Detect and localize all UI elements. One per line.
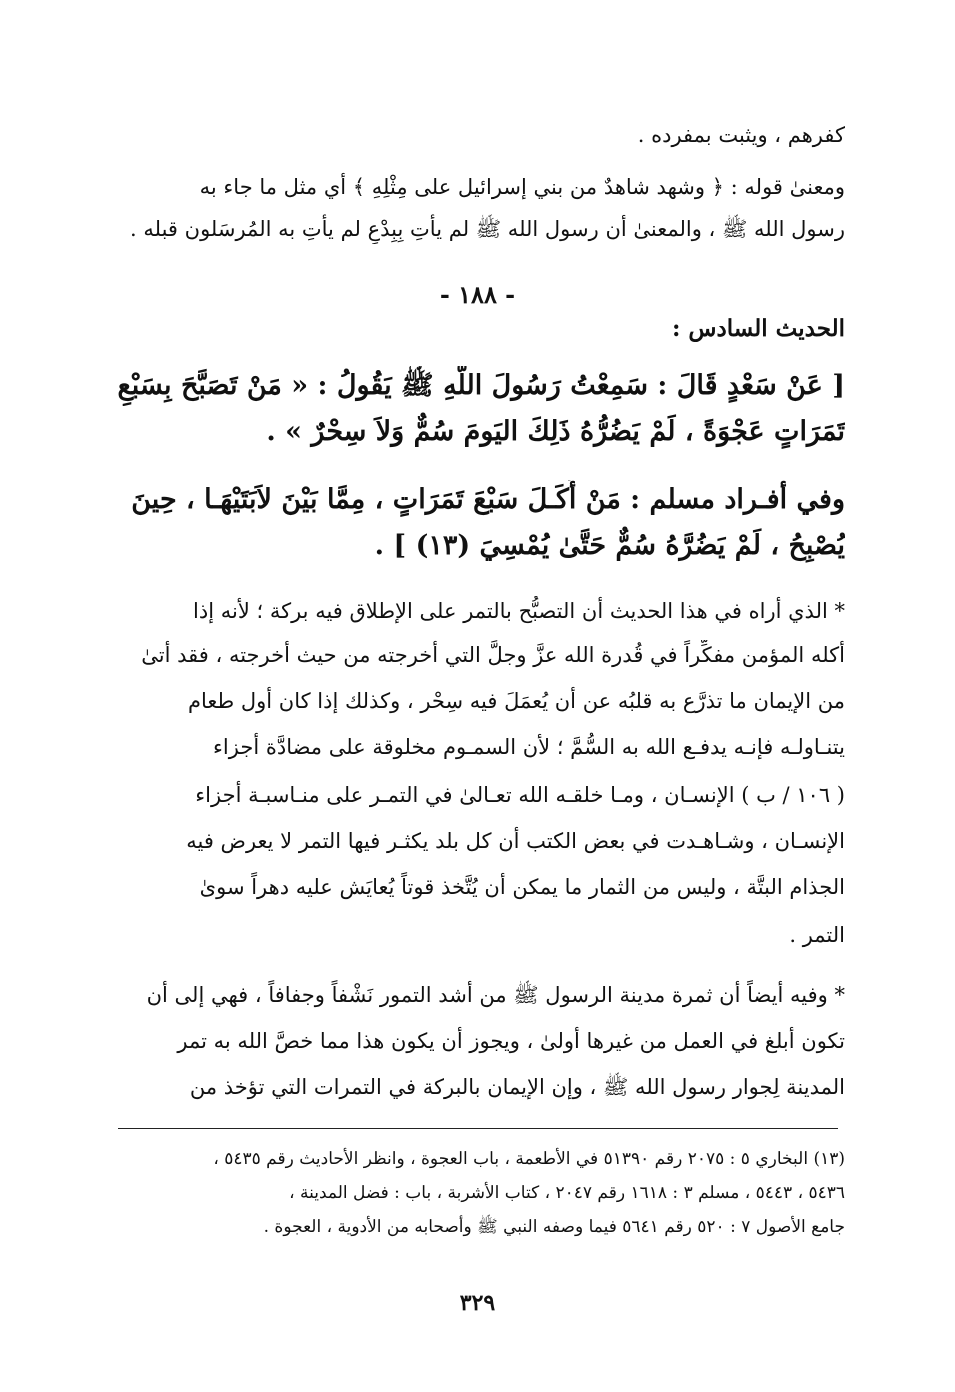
commentary-line: * وفيه أيضاً أن ثمرة مدينة الرسول ﷺ من أشد التمور نَشْفاً وجفافاً ، فهي إلى أن	[146, 983, 845, 1007]
footnote-divider	[118, 1128, 838, 1129]
section-heading: الحديث السادس :	[671, 315, 845, 342]
commentary-line: الإنسـان ، وشـاهـدت في بعض الكتب أن كل بلد يكثـر فيها التمر لا يعرض فيه	[186, 829, 845, 853]
commentary-line: يتنـاولـه فإنـه يدفـع الله به السُّمَّ ؛ لأن السمـوم مخلوقة على مضادَّة أجزاء	[213, 735, 845, 759]
commentary-line: * الذي أراه في هذا الحديث أن التصبُّح بالتمر على الإطلاق فيه بركة ؛ لأنه إذا	[193, 599, 845, 623]
commentary-line: الجذام البتَّة ، وليس من الثمار ما يمكن أن يُتَّخذ قوتاً يُعايَش عليه دهراً سوىٰ	[199, 875, 845, 899]
page-number: ٣٢٩	[459, 1290, 496, 1316]
commentary-line: تكون أبلغ في العمل من غيرها أولىٰ ، ويجوز أن يكون هذا مما خصَّ الله به تمر	[177, 1029, 845, 1053]
hadith-line: وفي أفـراد مسلم : مَنْ أَكَـلَ سَبْعَ تَمَرَاتٍ ، مِمَّا بَيْنَ لاَبَتَيْهَـا ، حِينَ	[131, 484, 845, 515]
footnote-line: ٥٤٣٦ ، ٥٤٤٣ ، مسلم ٣ : ١٦١٨ رقم ٢٠٤٧ ، كتاب الأشربة ، باب : فضل المدينة ،	[289, 1183, 845, 1203]
text-line: رسول الله ﷺ ، والمعنىٰ أن رسول الله ﷺ لم يأتِ بِبِدْعٍ لم يأتِ به المُرسَلون قبله .	[130, 217, 845, 241]
footnote-line: جامع الأصول ٧ : ٥٢٠ رقم ٥٦٤١ فيما وصفه النبي ﷺ وأصحابه من الأدوية ، العجوة .	[263, 1217, 845, 1237]
footnote-line: (١٣) البخاري ٥ : ٢٠٧٥ رقم ٥١٣٩٠ في الأطعمة ، باب العجوة ، وانظر الأحاديث رقم ٥٤٣٥ ،	[213, 1149, 845, 1169]
text-line: ومعنىٰ قوله : ﴿ وشهد شاهدٌ من بني إسرائيل على مِثْلِهِ ﴾ أي مثل ما جاء به	[199, 175, 845, 199]
commentary-line: التمر .	[789, 923, 845, 947]
hadith-line: يُصْبِحُ ، لَمْ يَضُرَّهُ سُمٌّ حَتَّىٰ يُمْسِيَ (١٣) ] .	[374, 530, 845, 561]
commentary-line: المدينة لِجوار رسول الله ﷺ ، وإن الإيمان بالبركة في التمرات التي تؤخذ من	[189, 1075, 845, 1099]
commentary-line: من الإيمان ما تذرَّع به قلبُه عن أن يُعمَلَ فيه سِحْر ، وكذلك إذا كان أول طعام	[187, 689, 845, 713]
commentary-line: أكله المؤمن مفكِّراً في قُدرة الله عزَّ وجلَّ التي أخرجته من حيث أخرجته ، فقد أتىٰ	[141, 643, 845, 667]
commentary-line: ( ١٠٦ / ب ) الإنسـان ، ومـا خلقـه الله تعـالىٰ في التمـر على منـاسبـة أجزاء	[195, 783, 845, 807]
hadith-line: تَمَرَاتٍ عَجْوَةً ، لَمْ يَضُرُّهُ ذَلِكَ اليَومَ سُمٌّ وَلاَ سِحْرٌ » .	[266, 416, 845, 447]
hadith-line: [ عَنْ سَعْدٍ قَالَ : سَمِعْتُ رَسُولَ اللَّهِ ﷺ يَقُولُ : « مَنْ تَصَبَّحَ بِسَبْعِ	[117, 370, 845, 401]
text-line: كفرهم ، ويثبت بمفرده .	[637, 123, 845, 147]
section-number: - ١٨٨ -	[439, 280, 516, 309]
